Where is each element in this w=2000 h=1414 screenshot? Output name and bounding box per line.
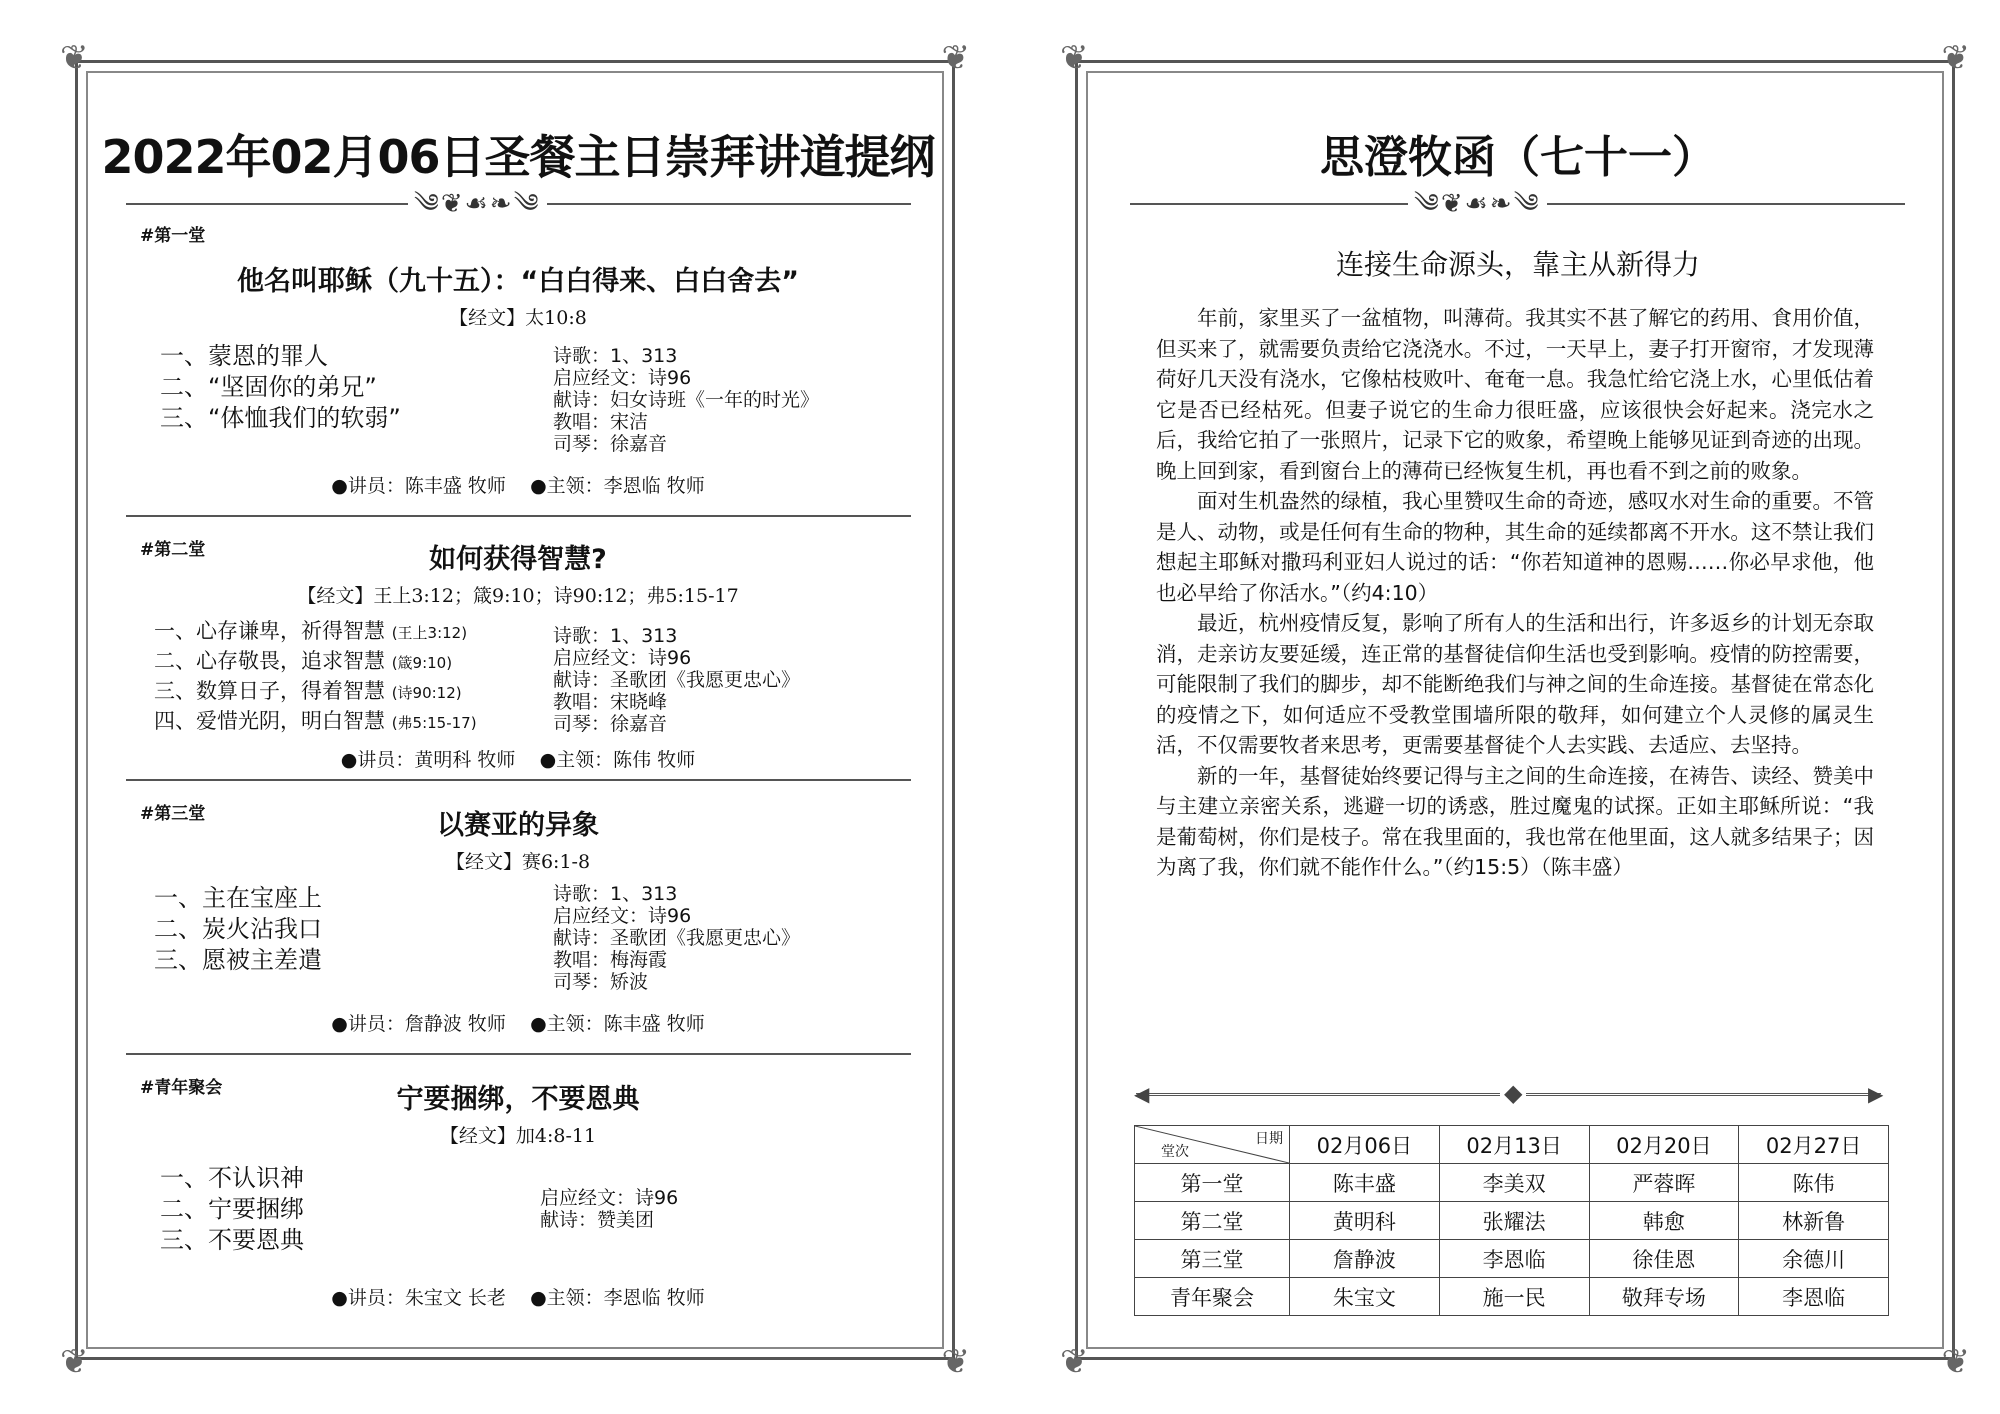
info-line: 献诗：赞美团 — [540, 1209, 655, 1231]
service-info — [540, 1187, 678, 1231]
table-row — [1135, 1278, 1889, 1316]
outline-points — [160, 1163, 304, 1256]
date-header: 02月20日 — [1589, 1126, 1739, 1164]
leader: ●主领：李恩临 牧师 — [530, 1287, 705, 1309]
outline-point: 三、愿被主差遣 — [154, 946, 322, 974]
section-tag: #第三堂 — [140, 804, 206, 824]
arrow-right-icon: ▶ — [1868, 1082, 1884, 1106]
table-cell: 张耀法 — [1439, 1202, 1589, 1240]
outline-point: 二、宁要捆绑 — [160, 1195, 304, 1223]
sermon-title: 以赛亚的异象 — [437, 810, 599, 841]
corner-label-service: 堂次 — [1161, 1144, 1189, 1160]
table-cell: 施一民 — [1439, 1278, 1589, 1316]
service-info — [553, 345, 819, 455]
outline-points — [154, 617, 477, 737]
paragraph: 新的一年，基督徒始终要记得与主之间的生命连接，在祷告、读经、赞美中与主建立亲密关系，逃避一切的诱惑，胜过魔鬼的试探。正如主耶稣所说：“我是葡萄树，你们是枝子。常在我里面的，我也常在他里面，这人就多结果子；因为离了我，你们就不能作什么。”（约15:5）（陈丰盛） — [1156, 763, 1874, 879]
table-cell: 李恩临 — [1739, 1278, 1889, 1316]
service-label: 第二堂 — [1135, 1202, 1290, 1240]
speaker: ●讲员：陈丰盛 牧师 — [331, 475, 506, 497]
section-tag: #第二堂 — [140, 540, 206, 560]
corner-ornament-icon: ❦ — [1941, 1342, 1970, 1382]
divider — [126, 779, 911, 781]
corner-ornament-icon: ❦ — [1060, 38, 1089, 78]
sermon-title: 如何获得智慧? — [429, 544, 607, 575]
speaker: ●讲员：黄明科 牧师 — [340, 749, 516, 771]
paragraph: 年前，家里买了一盆植物，叫薄荷。我其实不甚了解它的药用、食用价值，但买来了，就需要负责给它浇浇水。不过，一天早上，妻子打开窗帘，才发现薄荷好几天没有浇水，它像枯枝败叶、奄奄一息。我急忙给它浇上水，心里低估着它是否已经枯死。但妻子说它的生命力很旺盛，应该很快会好起来。浇完水之后，我给它拍了一张照片，记录下它的败象，希望晚上能够见证到奇迹的出现。晚上回到家，看到窗台上的薄荷已经恢复生机，再也看不到之前的败象。 — [1156, 306, 1874, 483]
leader: ●主领：陈伟 牧师 — [539, 749, 696, 771]
info-line: 教唱：梅海霞 — [553, 949, 668, 971]
outline-point: 三、数算日子，得着智慧 (诗90:12) — [154, 679, 462, 703]
info-line: 启应经文：诗96 — [553, 367, 692, 389]
table-corner-cell — [1135, 1126, 1290, 1164]
staff-line — [78, 1009, 958, 1036]
flourish-ornament-icon: ༄❦☙❧༄ — [408, 191, 547, 217]
info-line: 司琴：矫波 — [553, 971, 649, 993]
flourish-ornament-icon: ༄❦☙❧༄ — [1408, 191, 1547, 217]
section-tag: #第一堂 — [140, 226, 206, 246]
scripture-reference: 【经文】赛6:1-8 — [445, 851, 591, 873]
table-cell: 陈丰盛 — [1290, 1164, 1440, 1202]
paragraph: 最近，杭州疫情反复，影响了所有人的生活和出行，许多返乡的计划无奈取消，走亲访友要延缓，连正常的基督徒信仰生活也受到影响。疫情的防控需要，可能限制了我们的脚步，却不能断绝我们与神之间的生命连接。基督徒在常态化的疫情之下，如何适应不受教堂围墙所限的敬拜，如何建立个人灵修的属灵生活，不仅需要牧者来思考，更需要基督徒个人去实践、去适应、去坚持。 — [1156, 611, 1874, 757]
scripture-reference: 【经文】太10:8 — [449, 307, 587, 329]
service-label: 第三堂 — [1135, 1240, 1290, 1278]
table-cell: 陈伟 — [1739, 1164, 1889, 1202]
outline-point: 一、主在宝座上 — [154, 884, 322, 912]
info-line: 启应经文：诗96 — [553, 647, 692, 669]
section-tag: #青年聚会 — [140, 1078, 223, 1098]
sermon-title: 宁要捆绑，不要恩典 — [396, 1084, 640, 1115]
table-cell: 敬拜专场 — [1589, 1278, 1739, 1316]
info-line: 教唱：宋晓峰 — [553, 691, 668, 713]
letter-title: 思澄牧函（七十一） — [1320, 132, 1716, 183]
info-line: 献诗：妇女诗班《一年的时光》 — [553, 389, 820, 411]
table-row — [1135, 1240, 1889, 1278]
info-line: 献诗：圣歌团《我愿更忠心》 — [553, 927, 801, 949]
diamond-icon: ◆ — [1500, 1079, 1526, 1107]
letter-body — [1156, 303, 1874, 883]
info-line: 诗歌：1、313 — [553, 883, 678, 905]
page-title: 2022年02月06日圣餐主日崇拜讲道提纲 — [101, 130, 935, 184]
speaker: ●讲员：詹静波 牧师 — [331, 1013, 506, 1035]
info-line: 司琴：徐嘉音 — [553, 433, 668, 455]
outline-point: 一、不认识神 — [160, 1164, 304, 1192]
divider — [126, 515, 911, 517]
staff-line — [78, 1283, 958, 1310]
letter-subtitle: 连接生命源头，靠主从新得力 — [1335, 248, 1700, 281]
table-cell: 韩愈 — [1589, 1202, 1739, 1240]
table-cell: 严蓉晖 — [1589, 1164, 1739, 1202]
info-line: 教唱：宋洁 — [553, 411, 649, 433]
corner-ornament-icon: ❦ — [60, 38, 89, 78]
speaker: ●讲员：朱宝文 长老 — [331, 1287, 506, 1309]
outline-points — [160, 341, 401, 434]
info-line: 启应经文：诗96 — [540, 1187, 679, 1209]
outline-point: 一、心存谦卑，祈得智慧 (王上3:12) — [154, 619, 468, 643]
corner-ornament-icon: ❦ — [1941, 38, 1970, 78]
table-row — [1135, 1202, 1889, 1240]
date-header: 02月06日 — [1290, 1126, 1440, 1164]
sermon-title: 他名叫耶稣（九十五）：“白白得来、白白舍去” — [237, 266, 799, 297]
info-line: 诗歌：1、313 — [553, 625, 678, 647]
table-cell: 李美双 — [1439, 1164, 1589, 1202]
corner-label-date: 日期 — [1255, 1131, 1283, 1147]
info-line: 启应经文：诗96 — [553, 905, 692, 927]
info-line: 司琴：徐嘉音 — [553, 713, 668, 735]
table-cell: 詹静波 — [1290, 1240, 1440, 1278]
outline-point: 一、蒙恩的罪人 — [160, 342, 328, 370]
corner-ornament-icon: ❦ — [941, 1342, 970, 1382]
paragraph: 面对生机盎然的绿植，我心里赞叹生命的奇迹，感叹水对生命的重要。不管是人、动物，或是任何有生命的物种，其生命的延续都离不开水。这不禁让我们想起主耶稣对撒玛利亚妇人说过的话：“你若知道神的恩赐……你必早求他，他也必早给了你活水。”（约4:10） — [1156, 489, 1874, 605]
info-line: 诗歌：1、313 — [553, 345, 678, 367]
outline-point: 三、不要恩典 — [160, 1226, 304, 1254]
table-cell: 徐佳恩 — [1589, 1240, 1739, 1278]
outline-point: 三、“体恤我们的软弱” — [160, 404, 401, 432]
table-cell: 林新鲁 — [1739, 1202, 1889, 1240]
corner-ornament-icon: ❦ — [941, 38, 970, 78]
preacher-schedule-table — [1134, 1125, 1889, 1316]
info-line: 献诗：圣歌团《我愿更忠心》 — [553, 669, 801, 691]
divider — [126, 1053, 911, 1055]
leader: ●主领：陈丰盛 牧师 — [530, 1013, 705, 1035]
arrow-left-icon: ◀ — [1134, 1082, 1150, 1106]
table-cell: 朱宝文 — [1290, 1278, 1440, 1316]
right-page — [1060, 38, 1970, 1382]
service-label: 青年聚会 — [1135, 1278, 1290, 1316]
date-header: 02月13日 — [1439, 1126, 1589, 1164]
date-header: 02月27日 — [1739, 1126, 1889, 1164]
outline-point: 二、炭火沾我口 — [154, 915, 322, 943]
service-info — [553, 883, 800, 993]
outline-point: 四、爱惜光阴，明白智慧 (弗5:15-17) — [154, 709, 477, 733]
staff-line — [78, 745, 958, 772]
corner-ornament-icon: ❦ — [60, 1342, 89, 1382]
outline-points — [154, 883, 322, 976]
table-cell: 余德川 — [1739, 1240, 1889, 1278]
service-info — [553, 625, 800, 735]
corner-ornament-icon: ❦ — [1060, 1342, 1089, 1382]
outline-point: 二、心存敬畏，追求智慧 (箴9:10) — [154, 649, 453, 673]
scripture-reference: 【经文】加4:8-11 — [439, 1125, 597, 1147]
table-cell: 李恩临 — [1439, 1240, 1589, 1278]
table-header-row — [1135, 1126, 1889, 1164]
table-row — [1135, 1164, 1889, 1202]
left-page — [60, 38, 970, 1382]
scripture-reference: 【经文】王上3:12；箴9:10；诗90:12；弗5:15-17 — [297, 585, 739, 607]
service-label: 第一堂 — [1135, 1164, 1290, 1202]
staff-line — [78, 471, 958, 498]
leader: ●主领：李恩临 牧师 — [530, 475, 705, 497]
outline-point: 二、“坚固你的弟兄” — [160, 373, 377, 401]
table-cell: 黄明科 — [1290, 1202, 1440, 1240]
